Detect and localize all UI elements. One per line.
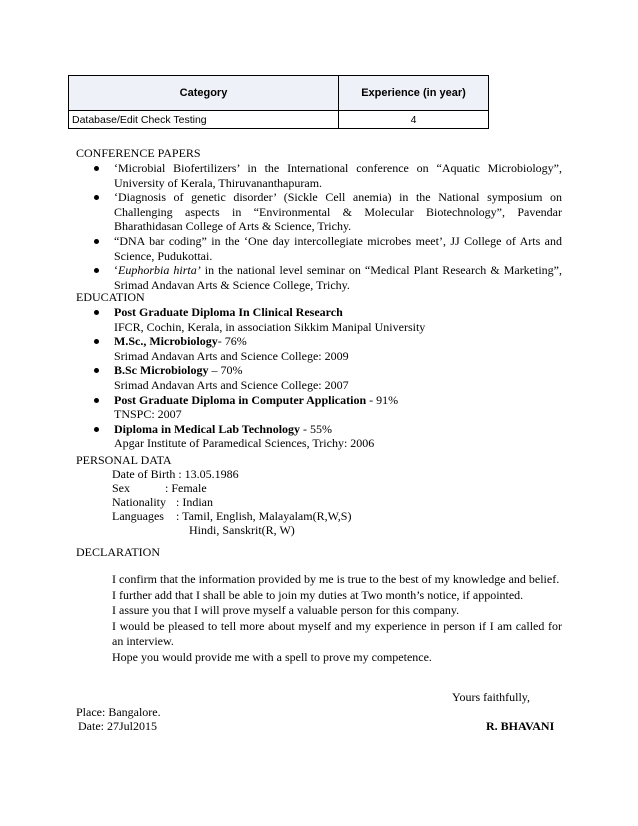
list-item: ‘Euphorbia hirta’ in the national level seminar on “Medical Plant Research & Marketing”, Srimad Andavan Arts & Science College, Trichy. [76,263,562,292]
experience-table [68,75,489,129]
list-item: ‘Microbial Biofertilizers’ in the International conference on “Aquatic Microbiology”, University of Kerala, Thiruvananthapuram. [76,161,562,190]
education-heading: EDUCATION [76,290,145,304]
list-item: ‘Diagnosis of genetic disorder’ (Sickle Cell anemia) in the National symposium on Challenging aspects in “Environmental & Molecular Biotechnology”, Pavendar Bharathidasan College of Arts & Science, Trichy. [76,190,562,234]
declaration-text [112,572,562,665]
declaration-line: Hope you would provide me with a spell to prove my competence. [112,649,432,664]
declaration-line: I would be pleased to tell more about myself and my experience in person if I am called for an interview. [112,618,562,648]
bullet-icon [94,339,99,344]
personal-heading: PERSONAL DATA [76,453,172,467]
conference-section [76,146,562,292]
table-row [69,111,489,129]
bullet-icon [94,166,99,171]
table-header-category: Category [69,76,339,111]
table-header-row [69,76,489,111]
date-text: Date: 27Jul2015 [78,719,157,733]
bullet-icon [94,268,99,273]
declaration-line: I assure you that I will prove myself a valuable person for this company. [112,603,460,617]
list-item: M.Sc., Microbiology- 76% Srimad Andavan Arts and Science College: 2009 [76,334,425,363]
place-text: Place: Bangalore. [76,705,161,719]
declaration-line: I confirm that the information provided by me is true to the best of my knowledge and belief. [112,572,560,586]
list-item: Post Graduate Diploma in Computer Application - 91% TNSPC: 2007 [76,393,425,422]
list-item: B.Sc Microbiology – 70% Srimad Andavan Arts and Science College: 2007 [76,363,425,392]
declaration-line: I further add that I shall be able to join my duties at Two month’s notice, if appointed. [112,587,524,602]
table-cell-category: Database/Edit Check Testing [69,111,339,129]
list-item: Diploma in Medical Lab Technology - 55% Apgar Institute of Paramedical Sciences, Trichy: 2006 [76,422,425,451]
table-cell-experience: 4 [339,111,489,129]
bullet-icon [94,239,99,244]
table-header-experience: Experience (in year) [339,76,489,111]
list-item: Post Graduate Diploma In Clinical Research IFCR, Cochin, Kerala, in association Sikkim Manipal University [76,305,425,334]
education-list [76,305,425,451]
bullet-icon [94,310,99,315]
conference-heading: CONFERENCE PAPERS [76,146,201,160]
signature-name: R. BHAVANI [486,719,555,733]
declaration-heading: DECLARATION [76,545,160,559]
education-section [76,290,425,451]
conference-list [76,161,562,292]
list-item: “DNA bar coding” in the ‘One day intercollegiate microbes meet’, JJ College of Arts and Science, Pudukottai. [76,234,562,263]
resume-page: Category Experience (in year) Database/Edit Check Testing 4 CONFERENCE PAPERS ‘Microbial Biofertilizers’ in the International conference on “Aquatic Microbiology”, University of Kerala, Thiruvananthapuram. ‘Diagnosis of genetic disorder’ (Sickle Cell anemia) in the National symposium on Challenging aspects in “Environmental & Molecular Biotechnology”, Pavendar Bharathidasan College of Arts & Science, Trichy. “DNA bar coding” in the ‘One day intercollegiate microbes meet’, JJ College of Arts and Science, Pudukottai. ‘Euphorbia hirta’ in the national level seminar on “Medical Plant Research & Marketing”, Srimad Andavan Arts & Science College, Trichy. EDUCATION Post Graduate Diploma In Clinical Research IFCR, Cochin, Kerala, in association Sikkim Manipal University M.Sc., Microbiology- 76% Srimad Andavan Arts and Science College: 2009 B.Sc Microbiology – 70% Srimad Andavan Arts and Science College: 2007 Post Graduate Diploma in Computer Application - 91% TNSPC: 2007 Diploma in Medical Lab Technology - 55% Apgar Institute of Paramedical Sciences, Trichy: 2006 PERSONAL DATA Date of Birth : 13.05.1986 Sex : Female Nationality : Indian Languages : Tamil, English, Malayalam(R,W,S) Hindi, Sanskrit(R, W) DECLARATION I confirm that the information provided by me is true to the best of my knowledge and belief. I further add that I shall be able to join my duties at Two month’s notice, if appointed. I assure you that I will prove myself a valuable person for this company. I would be pleased to tell more about myself and my experience in person if I am called for an interview. Hope you would provide me with a spell to prove my competence. Yours faithfully, Place: Bangalore. Date: 27Jul2015 R. BHAVANI [0,0,638,826]
closing-text: Yours faithfully, [452,690,531,704]
bullet-icon [94,427,99,432]
bullet-icon [94,195,99,200]
bullet-icon [94,368,99,373]
bullet-icon [94,398,99,403]
